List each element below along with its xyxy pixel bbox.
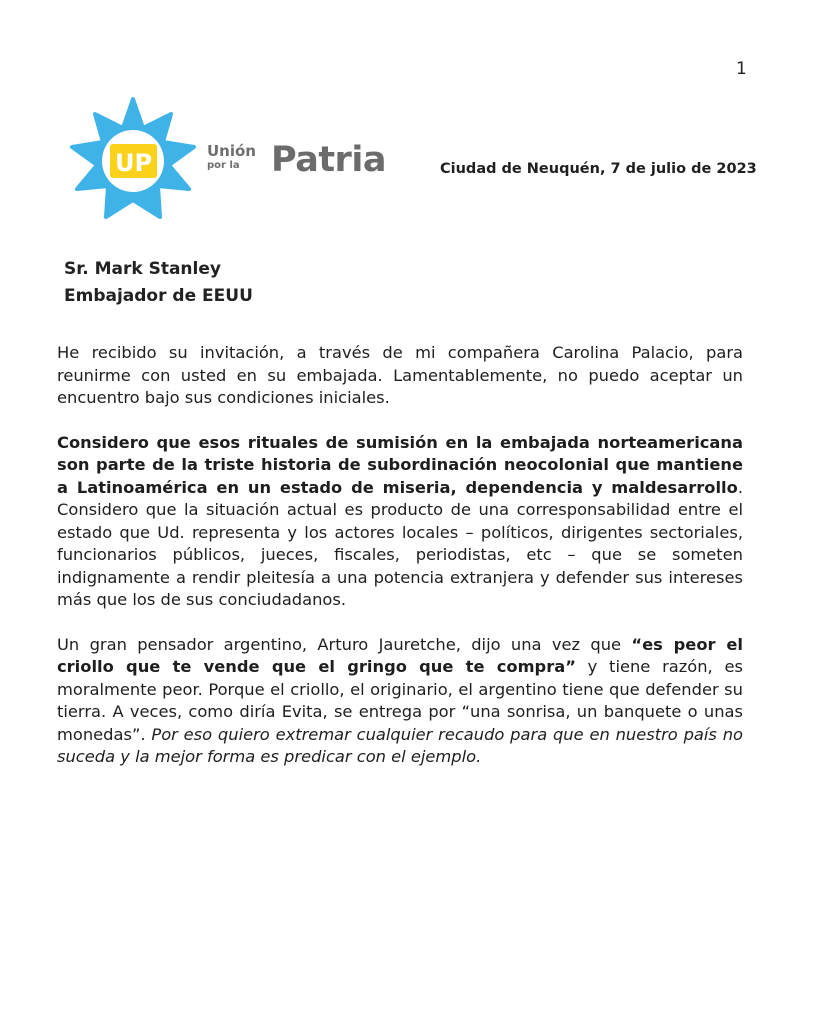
- up-badge-text: UP: [114, 149, 153, 177]
- up-logo: [60, 97, 206, 221]
- brand-line-por-la: por la: [207, 160, 240, 171]
- recipient-title: Embajador de EEUU: [64, 286, 253, 306]
- letter-body: [57, 342, 743, 769]
- paragraph-3-italic: Por eso quiero extremar cualquier recaudo para que en nuestro país no suceda y la mejor forma es predicar con el ejemplo.: [57, 724, 743, 766]
- paragraph-3-middle: y tiene razón, es moralmente peor. Porque el criollo, el originario, el argentino tiene que defender su tierra. A veces, como diría Evita, se entrega por “una sonrisa, un banquete o unas monedas”.: [57, 657, 743, 744]
- brand-main-patria: Patria: [271, 140, 386, 180]
- paragraph-3-intro: Un gran pensador argentino, Arturo Jauretche, dijo una vez que: [57, 634, 632, 654]
- paragraph-2: [57, 432, 743, 612]
- brand-wordmark: [207, 140, 417, 190]
- paragraph-2-bold: Considero que esos rituales de sumisión en la embajada norteamericana son parte de la triste historia de subordinación neocolonial que mantiene a Latinoamérica en un estado de miseria, dependencia y maldesarrollo: [57, 432, 743, 497]
- date-line: Ciudad de Neuquén, 7 de julio de 2023: [440, 161, 757, 177]
- paragraph-3-quote: “es peor el criollo que te vende que el gringo que te compra”: [57, 634, 743, 676]
- paragraph-3: [57, 634, 743, 769]
- page-number: 1: [736, 59, 747, 79]
- recipient-name: Sr. Mark Stanley: [64, 259, 221, 279]
- brand-line-union: Unión: [207, 142, 256, 160]
- recipient-block: [64, 256, 253, 310]
- star-emblem-icon: [60, 97, 206, 221]
- paragraph-2-rest: . Considero que la situación actual es producto de una corresponsabilidad entre el estado que Ud. representa y los actores locales – políticos, dirigentes sectoriales, funcionarios públicos, jueces, fiscales, periodistas, etc – que se someten indignamente a rendir pleitesía a una potencia extranjera y defender sus intereses más que los de sus conciudadanos.: [57, 477, 743, 609]
- paragraph-1: He recibido su invitación, a través de mi compañera Carolina Palacio, para reunirme con usted en su embajada. Lamentablemente, no puedo aceptar un encuentro bajo sus condiciones iniciales.: [57, 343, 743, 407]
